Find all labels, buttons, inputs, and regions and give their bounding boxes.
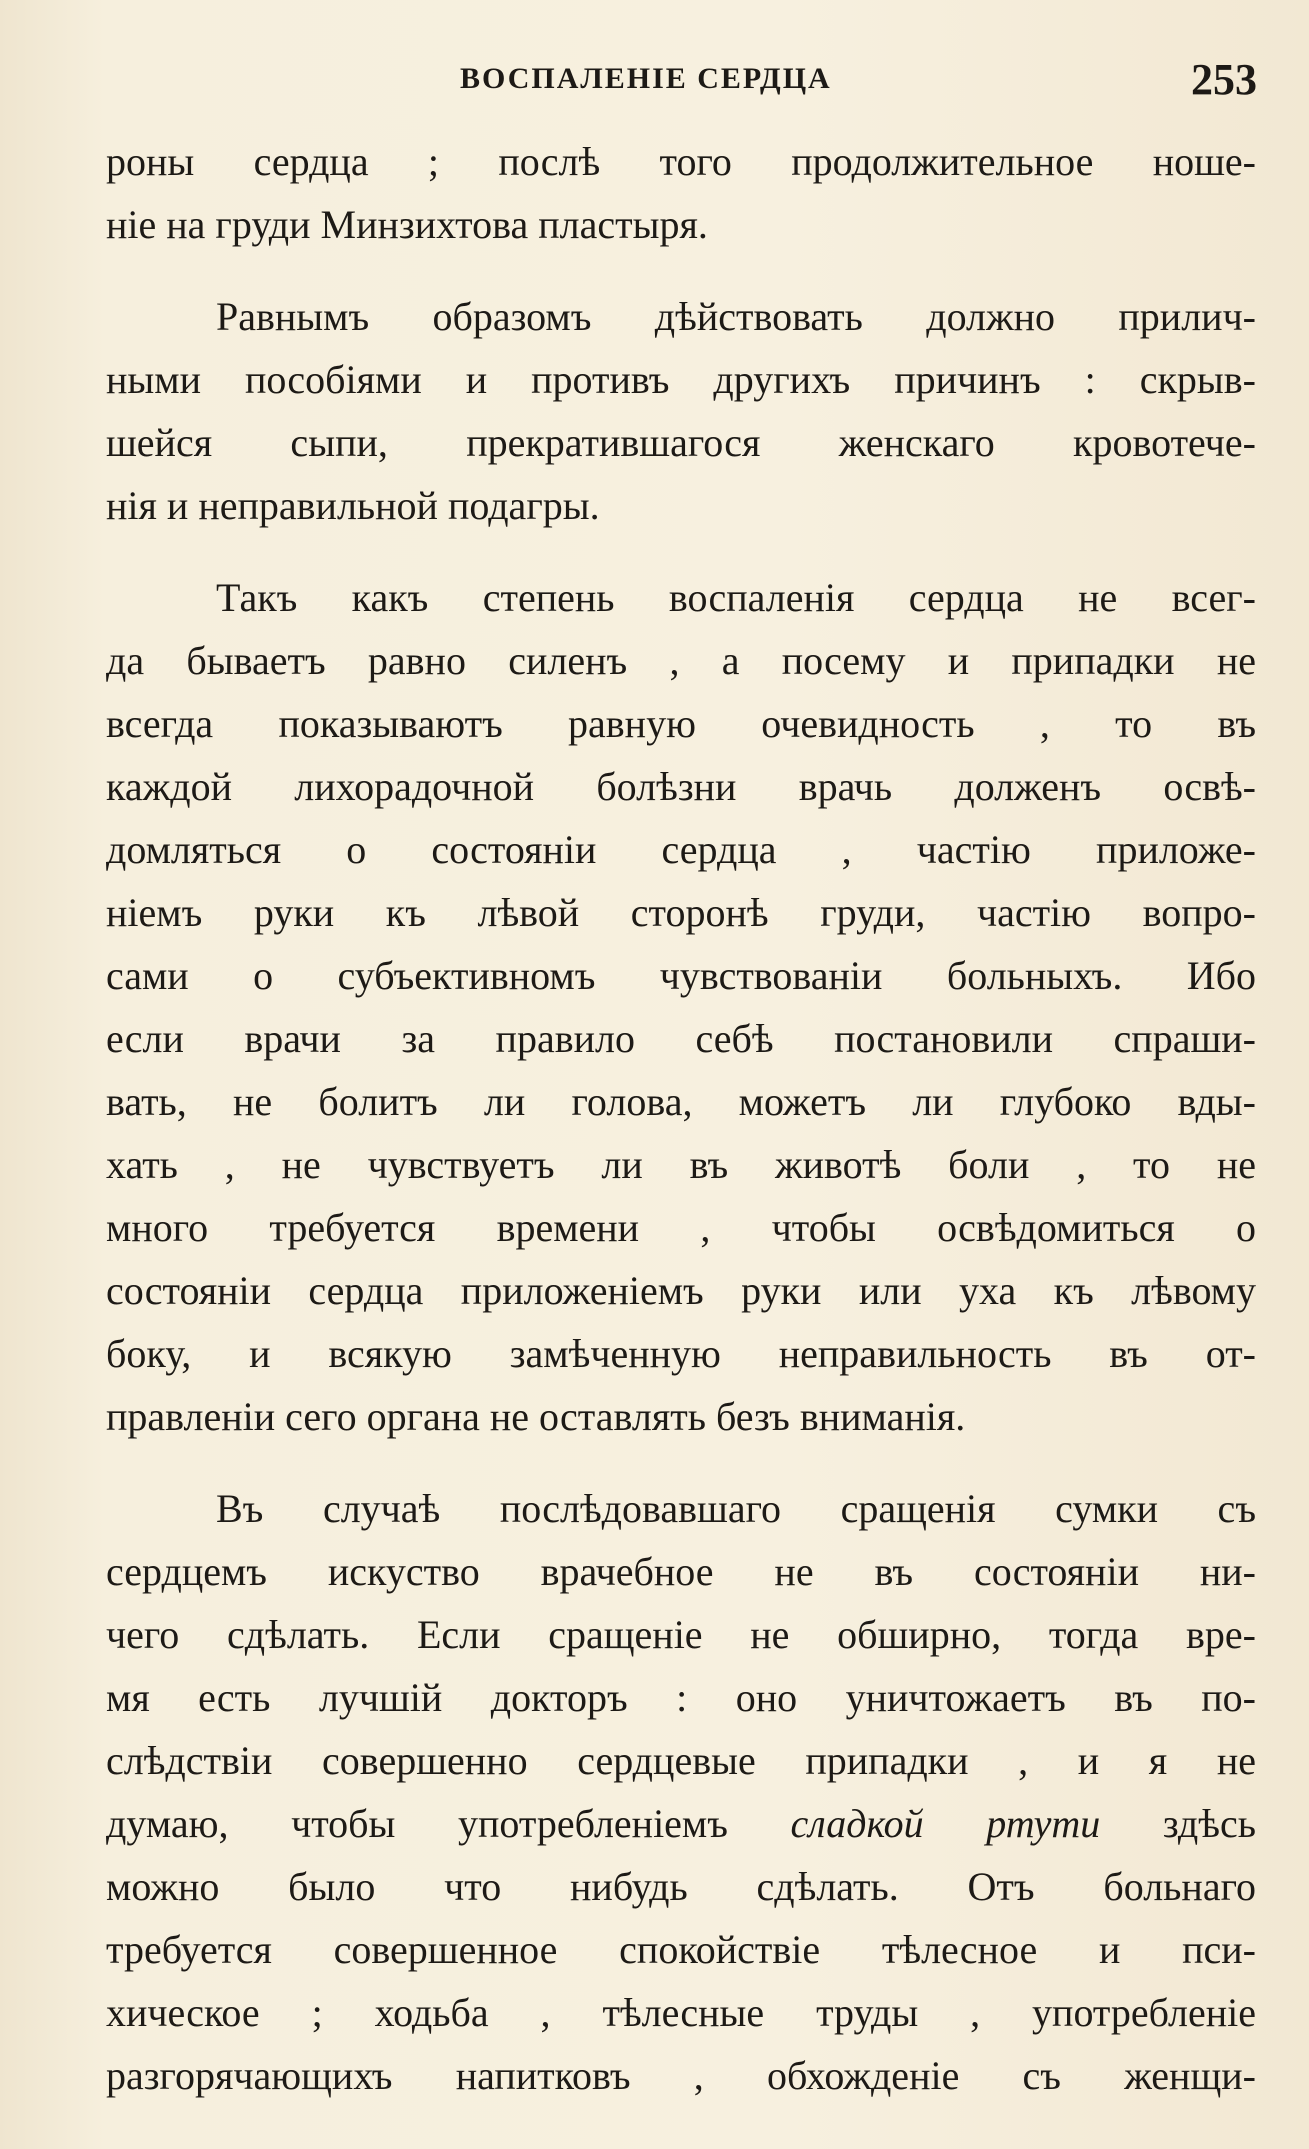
paragraph bbox=[106, 285, 1256, 537]
text-line: состояніи сердца приложеніемъ руки или уха къ лѣвому bbox=[106, 1268, 1256, 1313]
paragraph bbox=[106, 130, 1256, 256]
text-line: мя есть лучшій докторъ : оно уничтожаетъ въ по- bbox=[106, 1675, 1256, 1720]
text-line: роны сердца ; послѣ того продолжительное ноше- bbox=[106, 139, 1256, 184]
page-header bbox=[0, 52, 1309, 112]
text-line: нія и неправильной подагры. bbox=[106, 483, 600, 528]
text-line: боку, и всякую замѣченную неправильность въ от- bbox=[106, 1331, 1256, 1376]
text-line: вать, не болитъ ли голова, можетъ ли глубоко вды- bbox=[106, 1079, 1256, 1124]
text-line: сами о субъективномъ чувствованіи больныхъ. Ибо bbox=[106, 953, 1256, 998]
paragraph bbox=[106, 1477, 1256, 2107]
text-line: ными пособіями и противъ другихъ причинъ : скрыв- bbox=[106, 357, 1256, 402]
italic-phrase: сладкой ртути bbox=[790, 1801, 1101, 1846]
text-line-with-italic bbox=[106, 1792, 1256, 1855]
text-line: чего сдѣлать. Если сращеніе не обширно, тогда вре- bbox=[106, 1612, 1256, 1657]
text-line: Равнымъ образомъ дѣйствовать должно прилич- bbox=[216, 294, 1256, 339]
page-number: 253 bbox=[1191, 55, 1257, 104]
text-line: много требуется времени , чтобы освѣдомиться о bbox=[106, 1205, 1256, 1250]
text-line: ніемъ руки къ лѣвой сторонѣ груди, частію вопро- bbox=[106, 890, 1256, 935]
text-line: правленіи сего органа не оставлять безъ вниманія. bbox=[106, 1394, 966, 1439]
text-line: Въ случаѣ послѣдовавшаго сращенія сумки съ bbox=[216, 1486, 1256, 1531]
text-line-end: здѣсь bbox=[1100, 1801, 1256, 1846]
text-line: шейся сыпи, прекратившагося женскаго кровотече- bbox=[106, 420, 1256, 465]
text-line: каждой лихорадочной болѣзни врачь долженъ освѣ- bbox=[106, 764, 1256, 809]
text-line: хать , не чувствуетъ ли въ животѣ боли , то не bbox=[106, 1142, 1256, 1187]
text-line: если врачи за правило себѣ постановили спраши- bbox=[106, 1016, 1256, 1061]
text-line: можно было что нибудь сдѣлать. Отъ больнаго bbox=[106, 1864, 1256, 1909]
text-line: разгорячающихъ напитковъ , обхожденіе съ женщи- bbox=[106, 2053, 1256, 2098]
paragraph bbox=[106, 566, 1256, 1448]
text-line: да бываетъ равно силенъ , а посему и припадки не bbox=[106, 638, 1256, 683]
text-line-start: думаю, чтобы употребленіемъ bbox=[106, 1801, 791, 1846]
running-title: ВОСПАЛЕНІЕ СЕРДЦА bbox=[460, 62, 832, 95]
body-text bbox=[106, 130, 1256, 2107]
text-line: хическое ; ходьба , тѣлесные труды , употребленіе bbox=[106, 1990, 1256, 2035]
text-line: всегда показываютъ равную очевидность , то въ bbox=[106, 701, 1256, 746]
text-line: Такъ какъ степень воспаленія сердца не всег- bbox=[216, 575, 1256, 620]
text-line: слѣдствіи совершенно сердцевые припадки , и я не bbox=[106, 1738, 1256, 1783]
text-line: требуется совершенное спокойствіе тѣлесное и пси- bbox=[106, 1927, 1256, 1972]
text-line: сердцемъ искуство врачебное не въ состояніи ни- bbox=[106, 1549, 1256, 1594]
text-line: ніе на груди Минзихтова пластыря. bbox=[106, 202, 708, 247]
text-line: домляться о состояніи сердца , частію приложе- bbox=[106, 827, 1256, 872]
